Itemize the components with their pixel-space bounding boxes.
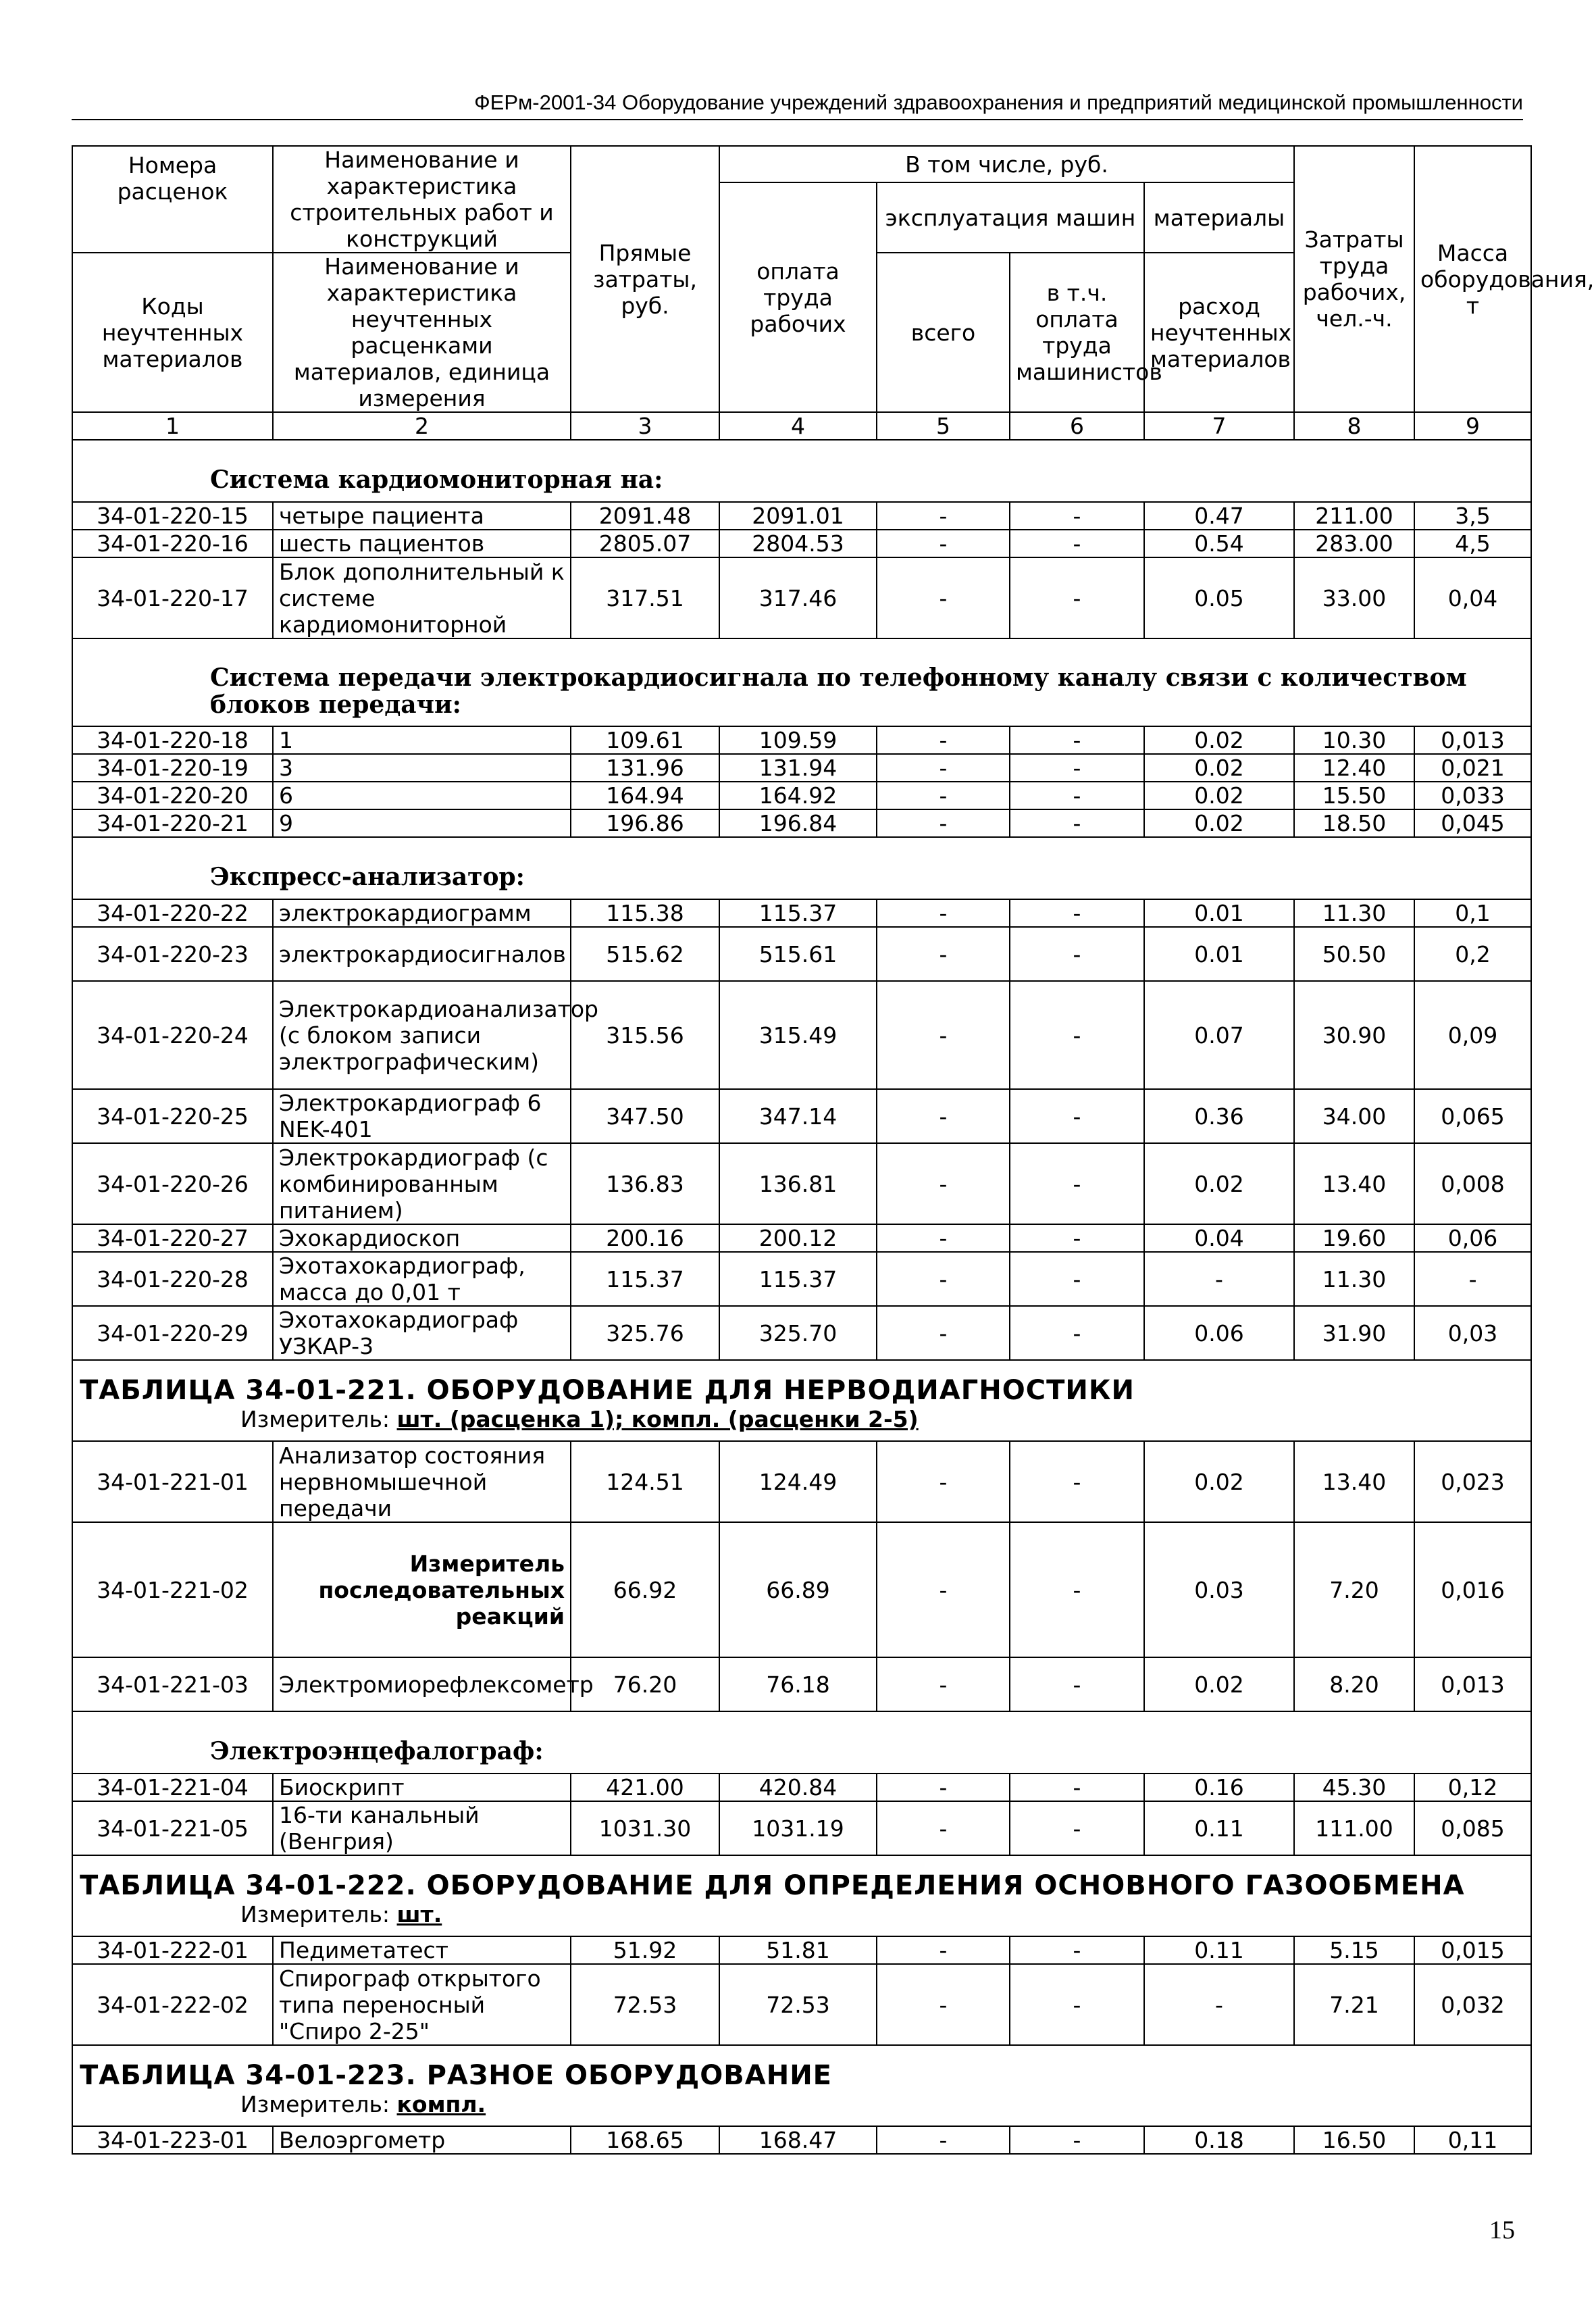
table-row xyxy=(72,1306,1531,1360)
group-heading-cell xyxy=(72,638,1531,726)
rate-code: 34-01-220-18 xyxy=(72,726,273,754)
rate-code: 34-01-220-25 xyxy=(72,1089,273,1143)
value-hours: 283.00 xyxy=(1294,530,1414,557)
value-hours: 33.00 xyxy=(1294,557,1414,638)
value-mach-labor: - xyxy=(1010,754,1144,782)
rate-name: Велоэргометр xyxy=(273,2126,571,2154)
table-row xyxy=(72,502,1531,530)
rate-code: 34-01-220-28 xyxy=(72,1252,273,1306)
table-row xyxy=(72,726,1531,754)
value-labor: 115.37 xyxy=(719,1252,877,1306)
value-mach-labor: - xyxy=(1010,1441,1144,1522)
value-labor: 164.92 xyxy=(719,782,877,809)
value-labor: 131.94 xyxy=(719,754,877,782)
value-mach: - xyxy=(877,1143,1010,1224)
value-mass: 0,12 xyxy=(1414,1774,1531,1801)
value-mach-labor: - xyxy=(1010,557,1144,638)
table-row xyxy=(72,1441,1531,1522)
value-mach: - xyxy=(877,899,1010,927)
rate-code: 34-01-222-02 xyxy=(72,1964,273,2045)
column-number: 8 xyxy=(1294,412,1414,440)
rate-name: Биоскрипт xyxy=(273,1774,571,1801)
value-labor: 2091.01 xyxy=(719,502,877,530)
value-direct: 115.38 xyxy=(571,899,719,927)
value-mat: 0.02 xyxy=(1144,1441,1294,1522)
table-row xyxy=(72,981,1531,1089)
group-title: Система кардиомониторная на: xyxy=(210,466,663,494)
table-title: ТАБЛИЦА 34-01-222. ОБОРУДОВАНИЕ ДЛЯ ОПРЕДЕЛЕНИЯ ОСНОВНОГО ГАЗООБМЕНА xyxy=(80,1870,1465,1901)
rate-code: 34-01-220-23 xyxy=(72,927,273,981)
rate-name: четыре пациента xyxy=(273,502,571,530)
col1-bottom-header: Коды неучтенных материалов xyxy=(72,253,273,412)
value-hours: 111.00 xyxy=(1294,1801,1414,1855)
table-row xyxy=(72,530,1531,557)
value-mach-labor: - xyxy=(1010,1657,1144,1711)
rate-name: Измеритель последовательных реакций xyxy=(273,1522,571,1657)
group-title-row xyxy=(72,440,1531,502)
value-mass: 3,5 xyxy=(1414,502,1531,530)
value-mass: 0,085 xyxy=(1414,1801,1531,1855)
value-mach: - xyxy=(877,1441,1010,1522)
rate-name: Педиметатест xyxy=(273,1936,571,1964)
col2-bottom-header: Наименование и характеристика неучтенных расценками материалов, единица измерения xyxy=(273,253,571,412)
table-row xyxy=(72,1522,1531,1657)
column-number: 6 xyxy=(1010,412,1144,440)
value-direct: 124.51 xyxy=(571,1441,719,1522)
value-direct: 168.65 xyxy=(571,2126,719,2154)
value-mass: 0,1 xyxy=(1414,899,1531,927)
value-mach: - xyxy=(877,557,1010,638)
column-number: 9 xyxy=(1414,412,1531,440)
value-mach: - xyxy=(877,981,1010,1089)
value-mach: - xyxy=(877,502,1010,530)
value-mat: 0.05 xyxy=(1144,557,1294,638)
col7-header: расход неучтенных материалов xyxy=(1144,253,1294,412)
table-row xyxy=(72,1774,1531,1801)
value-mach-labor: - xyxy=(1010,1224,1144,1252)
value-mat: 0.01 xyxy=(1144,899,1294,927)
value-labor: 136.81 xyxy=(719,1143,877,1224)
value-labor: 315.49 xyxy=(719,981,877,1089)
value-mat: 0.02 xyxy=(1144,809,1294,837)
rate-name: 1 xyxy=(273,726,571,754)
table-title: ТАБЛИЦА 34-01-223. РАЗНОЕ ОБОРУДОВАНИЕ xyxy=(80,2060,832,2091)
value-direct: 136.83 xyxy=(571,1143,719,1224)
value-mach-labor: - xyxy=(1010,782,1144,809)
page-header: ФЕРм-2001-34 Оборудование учреждений здравоохранения и предприятий медицинской промышленности xyxy=(72,86,1523,120)
rate-code: 34-01-220-19 xyxy=(72,754,273,782)
col4-header: оплата труда рабочих xyxy=(719,182,877,412)
value-mass: 0,016 xyxy=(1414,1522,1531,1657)
value-hours: 11.30 xyxy=(1294,899,1414,927)
materials-header: материалы xyxy=(1144,182,1294,253)
value-mach-labor: - xyxy=(1010,1089,1144,1143)
meter-value: шт. xyxy=(396,1901,442,1928)
col6-header: в т.ч. оплата труда машинистов xyxy=(1010,253,1144,412)
value-direct: 66.92 xyxy=(571,1522,719,1657)
table-row xyxy=(72,899,1531,927)
value-hours: 8.20 xyxy=(1294,1657,1414,1711)
value-mach-labor: - xyxy=(1010,1306,1144,1360)
table-heading-cell xyxy=(72,2045,1531,2126)
rate-name: Электрокардиоанализатор (с блоком записи электрографическим) xyxy=(273,981,571,1089)
table-row xyxy=(72,2126,1531,2154)
rate-name: электрокардиосигналов xyxy=(273,927,571,981)
value-mach-labor: - xyxy=(1010,726,1144,754)
value-direct: 76.20 xyxy=(571,1657,719,1711)
value-labor: 317.46 xyxy=(719,557,877,638)
value-mass: 0,065 xyxy=(1414,1089,1531,1143)
group-heading-cell xyxy=(72,837,1531,899)
column-number: 7 xyxy=(1144,412,1294,440)
value-hours: 15.50 xyxy=(1294,782,1414,809)
rate-name: Эхокардиоскоп xyxy=(273,1224,571,1252)
value-mass: - xyxy=(1414,1252,1531,1306)
value-mach-labor: - xyxy=(1010,1964,1144,2045)
value-mach: - xyxy=(877,1224,1010,1252)
value-hours: 13.40 xyxy=(1294,1143,1414,1224)
table-meter xyxy=(78,1406,1525,1433)
rate-name: Электрокардиограф 6 NEK-401 xyxy=(273,1089,571,1143)
meter-label: Измеритель: xyxy=(240,1901,390,1928)
value-labor: 347.14 xyxy=(719,1089,877,1143)
value-mach: - xyxy=(877,1801,1010,1855)
table-head xyxy=(72,146,1595,440)
value-mass: 0,03 xyxy=(1414,1306,1531,1360)
value-mach: - xyxy=(877,1657,1010,1711)
rate-code: 34-01-220-15 xyxy=(72,502,273,530)
rate-code: 34-01-220-22 xyxy=(72,899,273,927)
rate-code: 34-01-220-20 xyxy=(72,782,273,809)
value-mach: - xyxy=(877,809,1010,837)
value-mat: 0.02 xyxy=(1144,754,1294,782)
group-heading-cell xyxy=(72,1711,1531,1774)
value-mach-labor: - xyxy=(1010,899,1144,927)
rate-name: Блок дополнительный к системе кардиомониторной xyxy=(273,557,571,638)
value-direct: 51.92 xyxy=(571,1936,719,1964)
value-labor: 420.84 xyxy=(719,1774,877,1801)
value-mass: 0,015 xyxy=(1414,1936,1531,1964)
table-row xyxy=(72,1964,1531,2045)
value-hours: 7.21 xyxy=(1294,1964,1414,2045)
rates-table xyxy=(72,145,1595,2155)
value-mat: 0.02 xyxy=(1144,782,1294,809)
table-row xyxy=(72,1224,1531,1252)
value-labor: 109.59 xyxy=(719,726,877,754)
value-direct: 200.16 xyxy=(571,1224,719,1252)
column-numbers-row xyxy=(72,412,1531,440)
table-row xyxy=(72,754,1531,782)
col2-top-header: Наименование и характеристика строительных работ и конструкций xyxy=(273,146,571,253)
value-mach-labor: - xyxy=(1010,1143,1144,1224)
value-mach: - xyxy=(877,1306,1010,1360)
value-mass: 0,11 xyxy=(1414,2126,1531,2154)
value-mass: 0,023 xyxy=(1414,1441,1531,1522)
value-labor: 72.53 xyxy=(719,1964,877,2045)
value-mach-labor: - xyxy=(1010,1252,1144,1306)
value-hours: 34.00 xyxy=(1294,1089,1414,1143)
value-mat: 0.04 xyxy=(1144,1224,1294,1252)
table-row xyxy=(72,1936,1531,1964)
value-hours: 11.30 xyxy=(1294,1252,1414,1306)
rate-name: Эхотахокардиограф УЗКАР-3 xyxy=(273,1306,571,1360)
col8-header: Затраты труда рабочих, чел.-ч. xyxy=(1294,146,1414,412)
value-mach: - xyxy=(877,2126,1010,2154)
rate-code: 34-01-221-04 xyxy=(72,1774,273,1801)
value-mat: 0.03 xyxy=(1144,1522,1294,1657)
value-labor: 325.70 xyxy=(719,1306,877,1360)
value-mach-labor: - xyxy=(1010,981,1144,1089)
value-mass: 0,045 xyxy=(1414,809,1531,837)
rate-code: 34-01-220-21 xyxy=(72,809,273,837)
value-hours: 50.50 xyxy=(1294,927,1414,981)
rate-code: 34-01-220-27 xyxy=(72,1224,273,1252)
rate-code: 34-01-222-01 xyxy=(72,1936,273,1964)
value-mat: 0.16 xyxy=(1144,1774,1294,1801)
group-heading-cell xyxy=(72,440,1531,502)
value-mach-labor: - xyxy=(1010,1801,1144,1855)
table-row xyxy=(72,1657,1531,1711)
value-mach-labor: - xyxy=(1010,1522,1144,1657)
table-row xyxy=(72,1089,1531,1143)
group-title: Электроэнцефалограф: xyxy=(210,1737,544,1765)
table-row xyxy=(72,782,1531,809)
value-mach: - xyxy=(877,1252,1010,1306)
value-mach: - xyxy=(877,1936,1010,1964)
rate-name: 9 xyxy=(273,809,571,837)
table-row xyxy=(72,1252,1531,1306)
table-meter xyxy=(78,2091,1525,2118)
col1-top-header: Номера расценок xyxy=(72,146,273,253)
value-mass: 0,008 xyxy=(1414,1143,1531,1224)
value-mat: 0.47 xyxy=(1144,502,1294,530)
value-direct: 347.50 xyxy=(571,1089,719,1143)
table-row xyxy=(72,809,1531,837)
value-mat: 0.54 xyxy=(1144,530,1294,557)
value-hours: 12.40 xyxy=(1294,754,1414,782)
rate-code: 34-01-221-03 xyxy=(72,1657,273,1711)
value-labor: 1031.19 xyxy=(719,1801,877,1855)
table-title-row xyxy=(72,1360,1531,1441)
value-mat: 0.11 xyxy=(1144,1936,1294,1964)
rate-name: Спирограф открытого типа переносный "Спиро 2-25" xyxy=(273,1964,571,2045)
meter-label: Измеритель: xyxy=(240,1406,390,1432)
value-hours: 16.50 xyxy=(1294,2126,1414,2154)
value-labor: 66.89 xyxy=(719,1522,877,1657)
value-labor: 76.18 xyxy=(719,1657,877,1711)
rate-code: 34-01-220-17 xyxy=(72,557,273,638)
value-mat: 0.18 xyxy=(1144,2126,1294,2154)
rate-name: электрокардиограмм xyxy=(273,899,571,927)
col9-header: Масса оборудования, т xyxy=(1414,146,1531,412)
value-mat: 0.11 xyxy=(1144,1801,1294,1855)
group-title: Система передачи электрокардиосигнала по телефонному каналу связи с количеством блоков передачи: xyxy=(210,663,1467,719)
rate-name: 16-ти канальный (Венгрия) xyxy=(273,1801,571,1855)
column-number: 1 xyxy=(72,412,273,440)
value-mach: - xyxy=(877,1964,1010,2045)
table-row xyxy=(72,557,1531,638)
value-hours: 31.90 xyxy=(1294,1306,1414,1360)
value-mach: - xyxy=(877,1089,1010,1143)
value-direct: 131.96 xyxy=(571,754,719,782)
value-hours: 18.50 xyxy=(1294,809,1414,837)
value-mat: 0.02 xyxy=(1144,1657,1294,1711)
value-mat: 0.02 xyxy=(1144,1143,1294,1224)
value-hours: 7.20 xyxy=(1294,1522,1414,1657)
col5-header: всего xyxy=(877,253,1010,412)
machines-header: эксплуатация машин xyxy=(877,182,1144,253)
value-mach-labor: - xyxy=(1010,809,1144,837)
rate-code: 34-01-220-24 xyxy=(72,981,273,1089)
value-labor: 515.61 xyxy=(719,927,877,981)
value-direct: 164.94 xyxy=(571,782,719,809)
value-mass: 0,09 xyxy=(1414,981,1531,1089)
rate-name: 3 xyxy=(273,754,571,782)
table-heading-cell xyxy=(72,1360,1531,1441)
value-hours: 45.30 xyxy=(1294,1774,1414,1801)
value-mach-labor: - xyxy=(1010,1936,1144,1964)
value-mach: - xyxy=(877,530,1010,557)
rate-code: 34-01-220-16 xyxy=(72,530,273,557)
group-title-row xyxy=(72,638,1531,726)
value-mach: - xyxy=(877,927,1010,981)
group-title-row xyxy=(72,1711,1531,1774)
column-number: 3 xyxy=(571,412,719,440)
value-mat: 0.07 xyxy=(1144,981,1294,1089)
table-meter xyxy=(78,1901,1525,1928)
value-labor: 168.47 xyxy=(719,2126,877,2154)
table-body xyxy=(72,440,1531,2154)
rate-name: шесть пациентов xyxy=(273,530,571,557)
table-title: ТАБЛИЦА 34-01-221. ОБОРУДОВАНИЕ ДЛЯ НЕРВОДИАГНОСТИКИ xyxy=(80,1375,1135,1406)
value-mass: 0,033 xyxy=(1414,782,1531,809)
group-title-row xyxy=(72,837,1531,899)
rate-name: Электромиорефлексометр xyxy=(273,1657,571,1711)
value-mach-labor: - xyxy=(1010,530,1144,557)
rate-code: 34-01-221-05 xyxy=(72,1801,273,1855)
value-mach-labor: - xyxy=(1010,927,1144,981)
value-mach: - xyxy=(877,726,1010,754)
value-mat: 0.06 xyxy=(1144,1306,1294,1360)
value-mat: 0.02 xyxy=(1144,726,1294,754)
value-direct: 196.86 xyxy=(571,809,719,837)
rate-code: 34-01-223-01 xyxy=(72,2126,273,2154)
value-direct: 421.00 xyxy=(571,1774,719,1801)
value-direct: 2805.07 xyxy=(571,530,719,557)
rate-name: Электрокардиограф (с комбинированным питанием) xyxy=(273,1143,571,1224)
column-number: 4 xyxy=(719,412,877,440)
value-mass: 0,013 xyxy=(1414,1657,1531,1711)
column-number: 2 xyxy=(273,412,571,440)
value-mach: - xyxy=(877,782,1010,809)
value-direct: 315.56 xyxy=(571,981,719,1089)
table-title-row xyxy=(72,1855,1531,1936)
rate-code: 34-01-220-26 xyxy=(72,1143,273,1224)
value-direct: 109.61 xyxy=(571,726,719,754)
value-hours: 30.90 xyxy=(1294,981,1414,1089)
value-mach-labor: - xyxy=(1010,2126,1144,2154)
value-mat: - xyxy=(1144,1252,1294,1306)
value-mass: 0,04 xyxy=(1414,557,1531,638)
value-direct: 72.53 xyxy=(571,1964,719,2045)
table-heading-cell xyxy=(72,1855,1531,1936)
value-direct: 325.76 xyxy=(571,1306,719,1360)
page-number: 15 xyxy=(1489,2216,1515,2244)
col3-header: Прямые затраты, руб. xyxy=(571,146,719,412)
value-mach: - xyxy=(877,1774,1010,1801)
value-hours: 13.40 xyxy=(1294,1441,1414,1522)
group-title: Экспресс-анализатор: xyxy=(210,863,525,891)
rate-code: 34-01-221-01 xyxy=(72,1441,273,1522)
meter-value: шт. (расценка 1); компл. (расценки 2-5) xyxy=(396,1406,919,1432)
table-row xyxy=(72,1143,1531,1224)
value-direct: 317.51 xyxy=(571,557,719,638)
value-labor: 51.81 xyxy=(719,1936,877,1964)
table-row xyxy=(72,927,1531,981)
value-labor: 2804.53 xyxy=(719,530,877,557)
value-mass: 0,013 xyxy=(1414,726,1531,754)
rate-code: 34-01-221-02 xyxy=(72,1522,273,1657)
value-hours: 19.60 xyxy=(1294,1224,1414,1252)
value-mat: 0.01 xyxy=(1144,927,1294,981)
value-mass: 0,032 xyxy=(1414,1964,1531,2045)
value-direct: 115.37 xyxy=(571,1252,719,1306)
value-labor: 124.49 xyxy=(719,1441,877,1522)
value-mat: - xyxy=(1144,1964,1294,2045)
value-labor: 196.84 xyxy=(719,809,877,837)
table-title-row xyxy=(72,2045,1531,2126)
rate-name: Эхотахокардиограф, масса до 0,01 т xyxy=(273,1252,571,1306)
value-mass: 0,021 xyxy=(1414,754,1531,782)
including-header: В том числе, руб. xyxy=(719,146,1294,182)
value-labor: 200.12 xyxy=(719,1224,877,1252)
rate-name: 6 xyxy=(273,782,571,809)
value-mach: - xyxy=(877,1522,1010,1657)
value-mach: - xyxy=(877,754,1010,782)
column-number: 5 xyxy=(877,412,1010,440)
value-mach-labor: - xyxy=(1010,1774,1144,1801)
value-mass: 4,5 xyxy=(1414,530,1531,557)
table-row xyxy=(72,1801,1531,1855)
value-hours: 5.15 xyxy=(1294,1936,1414,1964)
value-mat: 0.36 xyxy=(1144,1089,1294,1143)
value-hours: 211.00 xyxy=(1294,502,1414,530)
value-direct: 515.62 xyxy=(571,927,719,981)
value-direct: 2091.48 xyxy=(571,502,719,530)
value-mass: 0,06 xyxy=(1414,1224,1531,1252)
meter-value: компл. xyxy=(396,2091,486,2117)
meter-label: Измеритель: xyxy=(240,2091,390,2117)
value-direct: 1031.30 xyxy=(571,1801,719,1855)
value-hours: 10.30 xyxy=(1294,726,1414,754)
rate-name: Анализатор состояния нервномышечной передачи xyxy=(273,1441,571,1522)
value-mach-labor: - xyxy=(1010,502,1144,530)
value-mass: 0,2 xyxy=(1414,927,1531,981)
rate-code: 34-01-220-29 xyxy=(72,1306,273,1360)
value-labor: 115.37 xyxy=(719,899,877,927)
